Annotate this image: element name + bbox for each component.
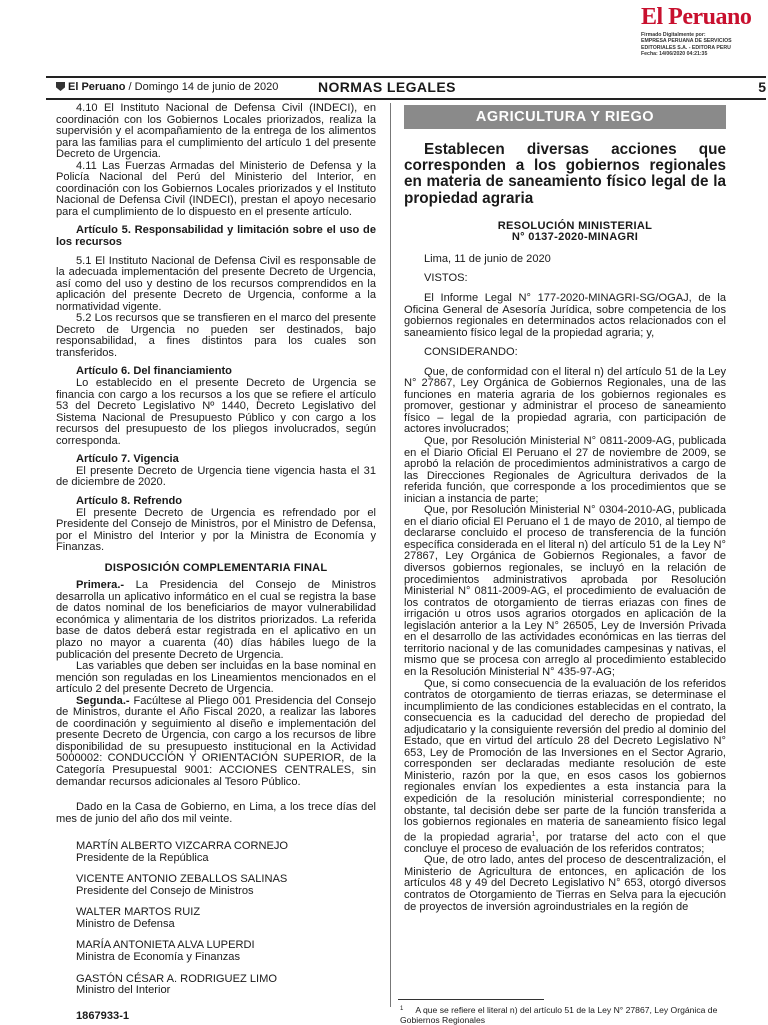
publication-name: El Peruano	[68, 81, 126, 93]
paragraph: Lo establecido en el presente Decreto de Urgencia se financia con cargo a los recursos a los que se refiere el artículo 53 del Decreto Legislativo Nº 1440, Decreto Legislativo del Sistema Nacional de Presupuesto Público y con cargo a los recursos del presupuesto de los pliegos involucrados, según corresponda.	[56, 377, 376, 447]
publication-line	[56, 81, 278, 93]
left-column	[56, 102, 376, 1022]
paragraph: Que, de conformidad con el literal n) del artículo 51 de la Ley N° 27867, Ley Orgánica de Gobiernos Regionales, una de las funciones en materia agraria de los gobiernos regionales es promover, gestionar y administrar el proceso de saneamiento físico – legal de la propiedad agraria, con participación de actores involucrados;	[404, 365, 726, 436]
paragraph: Dado en la Casa de Gobierno, en Lima, a los trece días del mes de junio del año dos mil veinte.	[56, 801, 376, 825]
paragraph: 5.1 El Instituto Nacional de Defensa Civil es responsable de la adecuada implementación del presente Decreto de Urgencia, así como del uso y destino de los recursos comprendidos en la aplicación del presente Decreto de Urgencia, conforme a la normatividad vigente.	[56, 254, 376, 313]
signer-name: MARÍA ANTONIETA ALVA LUPERDI	[76, 939, 255, 952]
paragraph: El presente Decreto de Urgencia tiene vigencia hasta el 31 de diciembre de 2020.	[56, 464, 376, 489]
resolution-number: N° 0137-2020-MINAGRI	[511, 231, 639, 244]
paragraph	[404, 679, 726, 856]
resolution-title: RESOLUCIÓN MINISTERIAL	[497, 219, 653, 232]
signer-name: GASTÓN CÉSAR A. RODRIGUEZ LIMO	[76, 972, 277, 985]
signer-name: MARTÍN ALBERTO VIZCARRA CORNEJO	[76, 840, 289, 853]
c4-text-end: , por tratarse del acto con el que concluye el proceso de evaluación de los referidos contratos;	[404, 831, 727, 855]
header-bottom-rule	[46, 98, 766, 100]
article-heading: Artículo 5. Responsabilidad y limitación sobre el uso de los recursos	[56, 224, 376, 249]
column-divider	[390, 103, 391, 1007]
article-heading: Artículo 7. Vigencia	[76, 453, 179, 466]
paragraph: Que, de otro lado, antes del proceso de descentralización, el Ministerio de Agricultura de entonces, en aplicación de los artículos 48 y 49 del Decreto Legislativo N° 653, otorgó diversos contratos de Otorgamiento de Tierras en Selva para la ejecución de proyectos de inversión agroindustriales en la región de	[404, 854, 726, 913]
section-banner: AGRICULTURA Y RIEGO	[404, 105, 726, 129]
publication-code: 1867933-1	[76, 1009, 130, 1022]
resolution-date: Lima, 11 de junio de 2020	[424, 252, 551, 265]
paragraph	[56, 696, 376, 788]
signer-name: WALTER MARTOS RUIZ	[76, 906, 201, 919]
paragraph: El presente Decreto de Urgencia es refrendado por el Presidente del Consejo de Ministros, por el Ministro de Defensa, por el Ministro del Interior y por la Ministra de Economía y Finanzas.	[56, 506, 376, 554]
el-peruano-logo: El Peruano	[641, 4, 752, 30]
paragraph: Que, por Resolución Ministerial N° 0304-2010-AG, publicada en el diario oficial El Peruano el 1 de mayo de 2010, al tiempo de declararse concluido el proceso de transferencia de la función específica considerada en el literal n) del artículo 51 de la Ley N° 27867, Ley Orgánica de Gobiernos Regionales, a favor de diversos gobiernos regionales, se incluyó en la relación de procedimientos administrativos aprobada por Resolución Ministerial N° 0811-2009-AG, el procedimiento de evaluación de los contratos de otorgamiento de tierras eriazas con fines de irrigación u otros usos agrarios otorgados en aplicación de la legislación anterior a la Ley N° 26505, Ley de Inversión Privada en el desarrollo de las actividades económicas en las tierras del territorio nacional y de las comunidades campesinas y nativas, el mismo que se procesa con arreglo al procedimiento establecido en la Resolución Ministerial N° 435-97-AG;	[404, 504, 726, 678]
segunda-text: Facúltese al Pliego 001 Presidencia del Consejo de Ministros, durante el Año Fiscal 2020, a realizar las labores de coordinación y seguimiento al diseño e implementación del presente Decreto de Urgencia, con cargo a los recursos de libre disponibilidad de su presupuesto institucional en la Actividad 5000002: CONDUCCIÓN Y ORIENTACIÓN SUPERIOR, de la Categoría Presupuestal 9001: ACCIONES CENTRALES, sin demandar recursos adicionales al Tesoro Público.	[56, 694, 376, 788]
paragraph	[56, 580, 376, 661]
segunda-label: Segunda.-	[76, 694, 130, 707]
signer-role: Ministra de Economía y Finanzas	[76, 951, 241, 963]
paragraph: El Informe Legal N° 177-2020-MINAGRI-SG/OGAJ, de la Oficina General de Asesoría Jurídica, sobre competencia de los gobiernos regionales en determinados actos relacionados con el saneamiento físico legal de la propiedad agraria; y,	[404, 292, 726, 339]
page-header	[46, 78, 766, 98]
paragraph: 4.11 Las Fuerzas Armadas del Ministerio de Defensa y la Policía Nacional del Perú del Ministerio del Interior, en coordinación con los Gobiernos Locales priorizados y el Instituto Nacional de Defensa Civil (INDECI), prestan el apoyo necesario para el cumplimiento de lo dispuesto en el presente artículo.	[56, 159, 376, 218]
footnote-number: 1	[400, 1006, 404, 1012]
signer-role: Ministro del Interior	[76, 984, 171, 997]
primera-label: Primera.-	[76, 579, 125, 592]
primera-text: La Presidencia del Consejo de Ministros desarrolla un aplicativo informático en el cual se registra la base de datos nominal de los beneficiarios de mayor vulnerabilidad económica y alimentaria de los distritos priorizados. La referida base de datos deberá estar registrada en el aplicativo en un plazo no mayor a cuarenta (40) días hábiles luego de la publicación del presente Decreto de Urgencia.	[56, 579, 376, 661]
footnote-ref: 1	[531, 830, 536, 838]
paragraph: 5.2 Los recursos que se transfieren en el marco del presente Decreto de Urgencia no pueden ser destinados, bajo responsabilidad, a fines distintos para los cuales son transferidos.	[56, 312, 376, 359]
article-headline: Establecen diversas acciones que corresponden a los gobiernos regionales en materia de saneamiento físico legal de la propiedad agraria	[404, 141, 726, 207]
considerando-label: CONSIDERANDO:	[424, 346, 518, 359]
footnote	[400, 1004, 730, 1025]
vistos-label: VISTOS:	[424, 272, 468, 285]
publication-date: / Domingo 14 de junio de 2020	[125, 81, 279, 93]
signature-line: EMPRESA PERUANA DE SERVICIOS	[641, 38, 732, 45]
article-heading: Artículo 6. Del financiamiento	[76, 365, 232, 378]
paragraph: Que, por Resolución Ministerial N° 0811-2009-AG, publicada en el Diario Oficial El Peruano el 27 de noviembre de 2009, se aprobó la relación de procedimientos administrativos a cargo de las Direcciones Regionales de Agricultura derivados de la referida función, que corresponde a los procedimientos que se inician a instancia de parte;	[404, 435, 726, 505]
c4-text: Que, si como consecuencia de la evaluación de los referidos contratos de otorgamiento de tierras eriazas, se determinase el incumplimiento de las condiciones establecidas en el contrato, la consecuencia es la caducidad del derecho de propiedad del adjudicatario y la consiguiente reversión del predio al dominio del Estado, que en virtud del artículo 28 del Decreto Legislativo N° 653, Ley de Promoción de las Inversiones en el Sector Agrario, corresponden ser declaradas mediante resolución de este Ministerio, razón por la que, en esos casos los gobiernos regionales envían los expedientes a esta instancia para la expedición de la resolución ministerial correspondiente; no obstante, tal decisión debe ser parte de la función transferida a los gobiernos regionales en materia de saneamiento físico legal de la propiedad agraria	[404, 677, 726, 844]
article-heading: Artículo 8. Refrendo	[76, 494, 183, 507]
signer-role: Ministro de Defensa	[76, 917, 175, 930]
footnote-rule	[398, 999, 544, 1000]
digital-signature	[641, 32, 765, 57]
section-title: NORMAS LEGALES	[318, 79, 456, 95]
page-number: 5	[758, 79, 766, 95]
footnote-text: A que se refiere el literal n) del artículo 51 de la Ley N° 27867, Ley Orgánica de Gobiernos Regionales	[400, 1005, 718, 1025]
right-column	[404, 109, 727, 992]
signer-role: Presidente de la República	[76, 851, 209, 864]
signer-role: Presidente del Consejo de Ministros	[76, 884, 254, 897]
signature-line: Firmado Digitalmente por:	[641, 32, 706, 38]
newspaper-icon	[56, 82, 65, 91]
paragraph: Las variables que deben ser incluidas en la base nominal en mención son reguladas en los Lineamientos mencionados en el artículo 2 del presente Decreto de Urgencia.	[56, 660, 376, 696]
signature-line: EDITORIALES S.A. - EDITORA PERU	[641, 44, 731, 51]
paragraph: 4.10 El Instituto Nacional de Defensa Civil (INDECI), en coordinación con los Gobiernos Locales priorizados, realiza la supervisión y el acompañamiento de la entrega de los alimentos para las familias para el cumplimiento del artículo 1 del presente Decreto de Urgencia.	[56, 102, 376, 161]
signer-name: VICENTE ANTONIO ZEBALLOS SALINAS	[76, 873, 288, 886]
disposition-heading: DISPOSICIÓN COMPLEMENTARIA FINAL	[104, 561, 328, 574]
signature-line: Fecha: 14/06/2020 04:21:35	[641, 50, 708, 57]
